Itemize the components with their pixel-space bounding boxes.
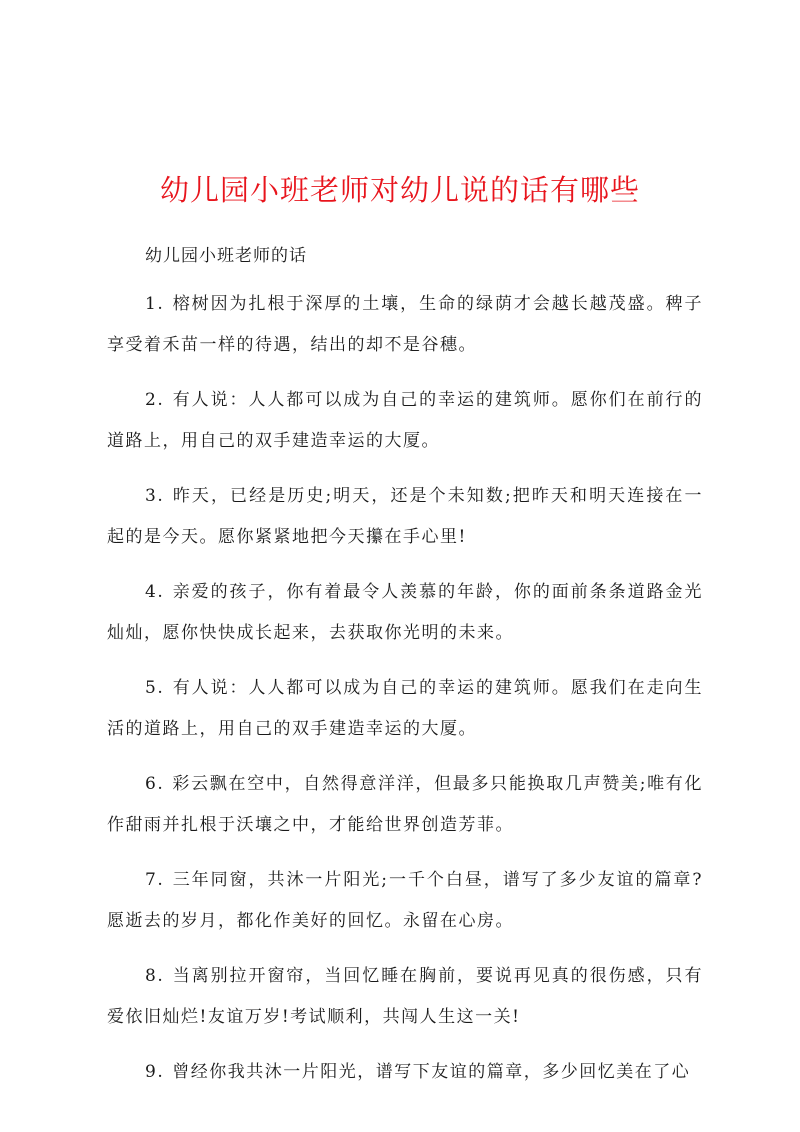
item-number: 1. — [145, 294, 165, 314]
section-subtitle: 幼儿园小班老师的话 — [145, 246, 307, 266]
item-text: 当离别拉开窗帘，当回忆睡在胸前，要说再见真的很伤感，只有爱依旧灿烂!友谊万岁!考试顺利，共闯人生这一关! — [107, 966, 703, 1027]
item-text: 昨天，已经是历史;明天，还是个未知数;把昨天和明天连接在一起的是今天。愿你紧紧地把今天攥在手心里! — [107, 486, 703, 547]
list-item — [107, 284, 703, 366]
list-item — [107, 668, 703, 750]
list-item — [107, 1052, 703, 1093]
item-text: 有人说：人人都可以成为自己的幸运的建筑师。愿你们在前行的道路上，用自己的双手建造幸运的大厦。 — [107, 390, 703, 451]
list-item — [107, 764, 703, 846]
item-number: 4. — [145, 582, 165, 602]
list-item — [107, 380, 703, 462]
document-body — [107, 240, 703, 1107]
item-number: 8. — [145, 966, 165, 986]
item-number: 2. — [145, 390, 165, 410]
item-text: 亲爱的孩子，你有着最令人羡慕的年龄，你的面前条条道路金光灿灿，愿你快快成长起来，去获取你光明的未来。 — [107, 582, 703, 643]
page-title: 幼儿园小班老师对幼儿说的话有哪些 — [159, 173, 640, 207]
item-number: 3. — [145, 486, 165, 506]
item-number: 5. — [145, 678, 165, 698]
item-text: 榕树因为扎根于深厚的土壤，生命的绿荫才会越长越茂盛。稗子享受着禾苗一样的待遇，结出的却不是谷穗。 — [107, 294, 703, 355]
list-item — [107, 956, 703, 1038]
item-number: 9. — [145, 1062, 165, 1082]
item-number: 7. — [145, 870, 165, 890]
item-text: 彩云飘在空中，自然得意洋洋，但最多只能换取几声赞美;唯有化作甜雨并扎根于沃壤之中，才能给世界创造芳菲。 — [107, 774, 703, 835]
item-number: 6. — [145, 774, 165, 794]
item-text: 曾经你我共沐一片阳光，谱写下友谊的篇章，多少回忆美在了心 — [172, 1062, 691, 1082]
list-item — [107, 860, 703, 942]
item-text: 有人说：人人都可以成为自己的幸运的建筑师。愿我们在走向生活的道路上，用自己的双手建造幸运的大厦。 — [107, 678, 703, 739]
item-text: 三年同窗，共沐一片阳光;一千个白昼，谱写了多少友谊的篇章?愿逝去的岁月，都化作美好的回忆。永留在心房。 — [107, 870, 703, 931]
list-item — [107, 476, 703, 558]
list-item — [107, 572, 703, 654]
